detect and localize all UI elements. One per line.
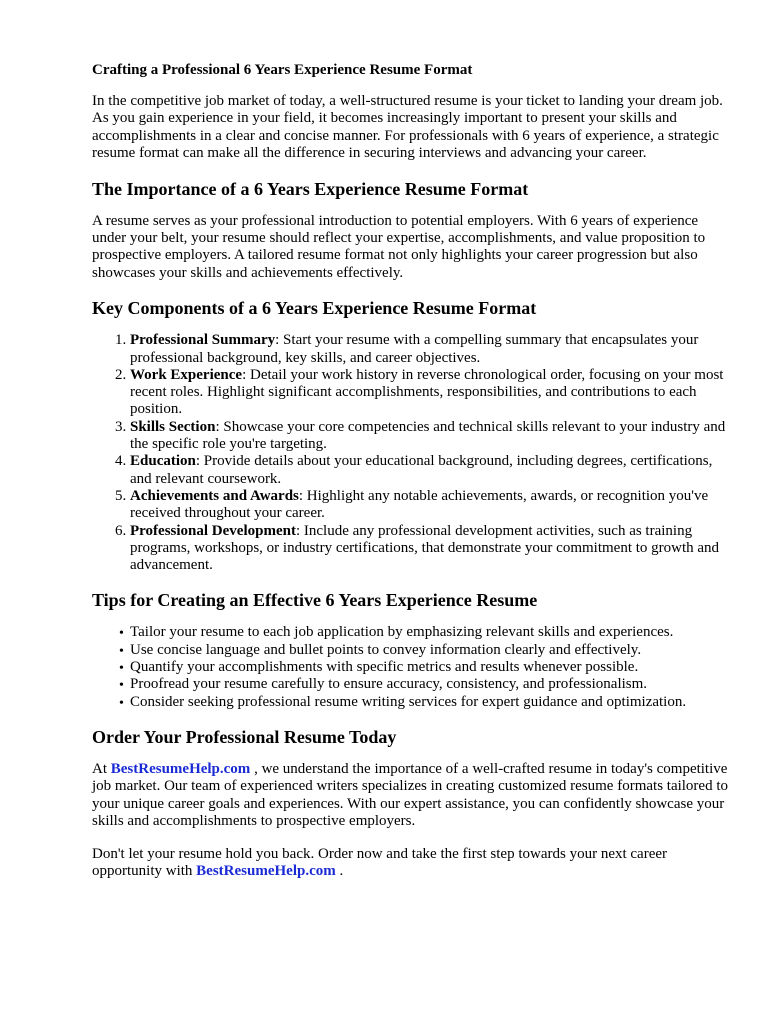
list-item-term: Professional Summary [130, 332, 276, 349]
list-item-text: Quantify your accomplishments with specific metrics and results whenever possible. [130, 659, 639, 675]
list-item [119, 624, 728, 642]
list-item-text: Tailor your resume to each job application by emphasizing relevant skills and experiences. [130, 624, 674, 641]
list-item-text: : Start your resume with a compelling summary that encapsulates your professional background, key skills, and career objectives. [130, 332, 699, 366]
order-text-suffix: . [335, 862, 344, 879]
list-item [119, 641, 728, 659]
intro-paragraph: In the competitive job market of today, a well-structured resume is your ticket to landing your dream job. As you gain experience in your field, it becomes increasingly important to present your skills and accomplishments in a clear and concise manner. For professionals with 6 years of experience, a strategic resume format can make all the difference in securing interviews and advancing your career. [92, 93, 723, 162]
list-item [130, 367, 728, 419]
list-item [119, 693, 728, 711]
order-text-prefix: Don't let your resume hold you back. Order now and take the first step towards your next career opportunity with [92, 845, 668, 879]
list-item-text: Proofread your resume carefully to ensure accuracy, consistency, and professionalism. [130, 676, 648, 693]
bullet-icon: • [119, 678, 124, 694]
list-item-text: : Highlight any notable achievements, awards, or recognition you've received throughout your career. [130, 487, 709, 522]
order-paragraph-1 [92, 761, 728, 831]
section-heading-key-components: Key Components of a 6 Years Experience Resume Format [92, 298, 537, 319]
list-item-text: : Detail your work history in reverse chronological order, focusing on your most recent roles. Highlight significant accomplishments, responsibilities, and contributions to each position. [130, 366, 724, 418]
bullet-icon: • [119, 695, 124, 711]
section-heading-tips: Tips for Creating an Effective 6 Years Experience Resume [92, 590, 538, 611]
order-text-suffix: , we understand the importance of a well-crafted resume in today's competitive job market. Our team of experienced writers specializes in creating customized resume formats tailored to your unique career goals and experiences. With our expert assistance, you can confidently showcase your skills and accomplishments to prospective employers. [92, 760, 729, 830]
list-item-text: : Include any professional development activities, such as training programs, workshops, or industry certifications, that demonstrate your commitment to growth and advancement. [130, 522, 720, 574]
list-item-term: Work Experience [130, 366, 243, 383]
list-item [130, 453, 728, 488]
list-item [130, 419, 728, 454]
list-item-text: : Provide details about your educational background, including degrees, certifications, and relevant coursework. [130, 453, 713, 487]
list-item [130, 488, 728, 523]
bullet-icon: • [119, 626, 124, 642]
list-item-text: Use concise language and bullet points to convey information clearly and effectively. [130, 641, 642, 658]
order-paragraph-2 [92, 846, 728, 881]
document-title: Crafting a Professional 6 Years Experience Resume Format [92, 62, 473, 78]
order-text-prefix: At [92, 760, 111, 777]
list-item-term: Skills Section [130, 418, 216, 435]
importance-paragraph: A resume serves as your professional introduction to potential employers. With 6 years of experience under your belt, your resume should reflect your expertise, accomplishments, and value proposition to prospective employers. A tailored resume format not only highlights your career progression but also showcases your skills and achievements effectively. [92, 212, 706, 281]
list-item [119, 659, 728, 676]
list-item [119, 676, 728, 694]
list-item-term: Professional Development [130, 522, 296, 539]
best-resume-help-link[interactable]: BestResumeHelp.com [110, 760, 251, 777]
section-heading-importance: The Importance of a 6 Years Experience Resume Format [92, 178, 529, 199]
list-item [130, 332, 728, 367]
bullet-icon: • [119, 643, 124, 659]
list-item [130, 523, 728, 575]
list-item-text: Consider seeking professional resume writing services for expert guidance and optimization. [130, 693, 687, 710]
tips-list [92, 624, 728, 710]
best-resume-help-link[interactable]: BestResumeHelp.com [196, 862, 336, 879]
section-heading-order: Order Your Professional Resume Today [92, 726, 397, 747]
list-item-term: Education [130, 453, 196, 470]
list-item-term: Achievements and Awards [130, 487, 299, 504]
key-components-list [92, 332, 728, 574]
bullet-icon: • [119, 661, 124, 676]
list-item-text: : Showcase your core competencies and technical skills relevant to your industry and the specific role you're targeting. [130, 418, 726, 453]
